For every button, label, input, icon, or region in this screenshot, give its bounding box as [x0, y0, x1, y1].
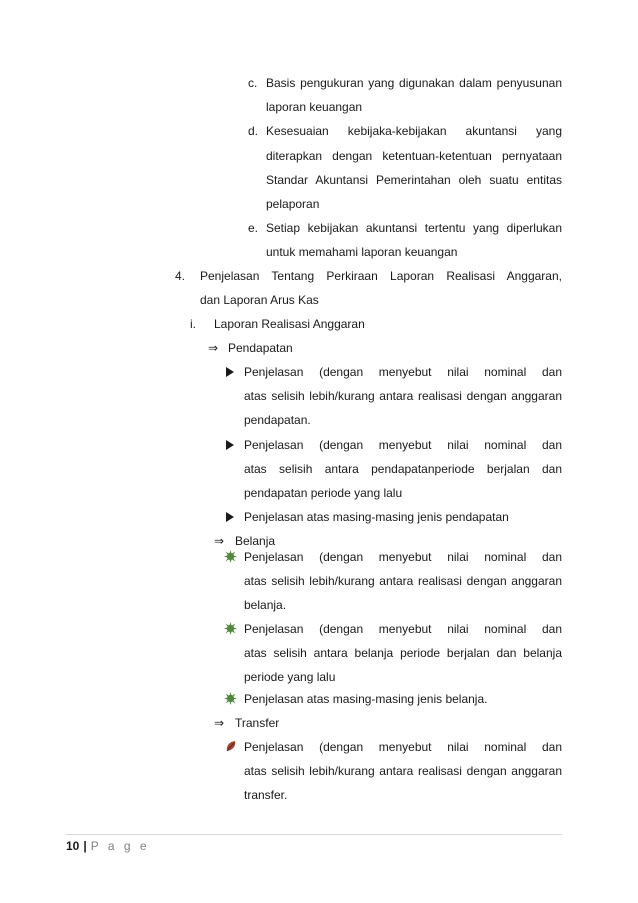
page-number: 10 [66, 839, 80, 853]
pendapatan-item-1-line-3: pendapatan. [244, 413, 311, 427]
belanja-heading: Belanja [235, 534, 276, 548]
section-4-marker: 4. [175, 269, 186, 283]
page-footer [66, 838, 150, 854]
section-4-heading-line-1: Penjelasan Tentang Perkiraan Laporan Realisasi Anggaran, [200, 269, 562, 283]
green-star-bullet-icon [224, 692, 237, 705]
triangle-bullet-icon [226, 367, 234, 377]
pendapatan-arrow-icon: ⇒ [208, 341, 219, 355]
transfer-arrow-icon: ⇒ [214, 716, 225, 730]
belanja-arrow-icon: ⇒ [214, 534, 225, 548]
belanja-item-2-line-1: Penjelasan (dengan menyebut nilai nominal dan [244, 622, 562, 636]
belanja-item-2-line-3: periode yang lalu [244, 670, 336, 684]
pendapatan-item-2-line-1: Penjelasan (dengan menyebut nilai nominal dan [244, 438, 562, 452]
transfer-item-1-line-3: transfer. [244, 788, 288, 802]
pendapatan-item-1-line-1: Penjelasan (dengan menyebut nilai nominal dan [244, 365, 562, 379]
pendapatan-item-2-line-3: pendapatan periode yang lalu [244, 486, 403, 500]
triangle-bullet-icon [226, 440, 234, 450]
triangle-bullet-icon [226, 512, 234, 522]
pendapatan-item-2-line-2: atas selisih antara pendapatanperiode berjalan dan [244, 462, 562, 476]
green-star-bullet-icon [224, 550, 237, 563]
list-item-c-line-1: Basis pengukuran yang digunakan dalam penyusunan [266, 76, 562, 90]
belanja-item-3-line-1: Penjelasan atas masing-masing jenis belanja. [244, 692, 488, 706]
belanja-item-1-line-3: belanja. [244, 598, 287, 612]
pendapatan-heading: Pendapatan [228, 341, 293, 355]
list-marker-e: e. [248, 221, 259, 235]
footer-separator: | [83, 839, 87, 853]
belanja-item-2-line-2: atas selisih antara belanja periode berjalan dan belanja [244, 646, 562, 660]
list-marker-d: d. [248, 124, 259, 138]
list-item-e-line-2: untuk memahami laporan keuangan [266, 245, 458, 259]
pendapatan-item-1-line-2: atas selisih lebih/kurang antara realisasi dengan anggaran [244, 389, 562, 403]
belanja-item-1-line-1: Penjelasan (dengan menyebut nilai nominal dan [244, 550, 562, 564]
list-item-e-line-1: Setiap kebijakan akuntansi tertentu yang diperlukan [266, 221, 562, 235]
sub-i-heading: Laporan Realisasi Anggaran [214, 317, 365, 331]
transfer-item-1-line-2: atas selisih lebih/kurang antara realisasi dengan anggaran [244, 764, 562, 778]
list-item-d-line-2: diterapkan dengan ketentuan-ketentuan pernyataan [266, 149, 562, 163]
list-item-d-line-1: Kesesuaian kebijaka-kebijakan akuntansi yang [266, 124, 562, 138]
list-item-d-line-4: pelaporan [266, 197, 320, 211]
list-item-d-line-3: Standar Akuntansi Pemerintahan oleh suatu entitas [266, 173, 562, 187]
leaf-bullet-icon [225, 740, 237, 752]
section-4-heading-line-2: dan Laporan Arus Kas [200, 293, 319, 307]
green-star-bullet-icon [224, 622, 237, 635]
pendapatan-item-3-line-1: Penjelasan atas masing-masing jenis pendapatan [244, 510, 509, 524]
sub-i-marker: i. [190, 317, 196, 331]
transfer-item-1-line-1: Penjelasan (dengan menyebut nilai nominal dan [244, 740, 562, 754]
list-marker-c: c. [248, 76, 258, 90]
belanja-item-1-line-2: atas selisih lebih/kurang antara realisasi dengan anggaran [244, 574, 562, 588]
page-label: P a g e [90, 839, 150, 853]
footer-divider [66, 834, 562, 835]
list-item-c-line-2: laporan keuangan [266, 100, 363, 114]
transfer-heading: Transfer [235, 716, 280, 730]
